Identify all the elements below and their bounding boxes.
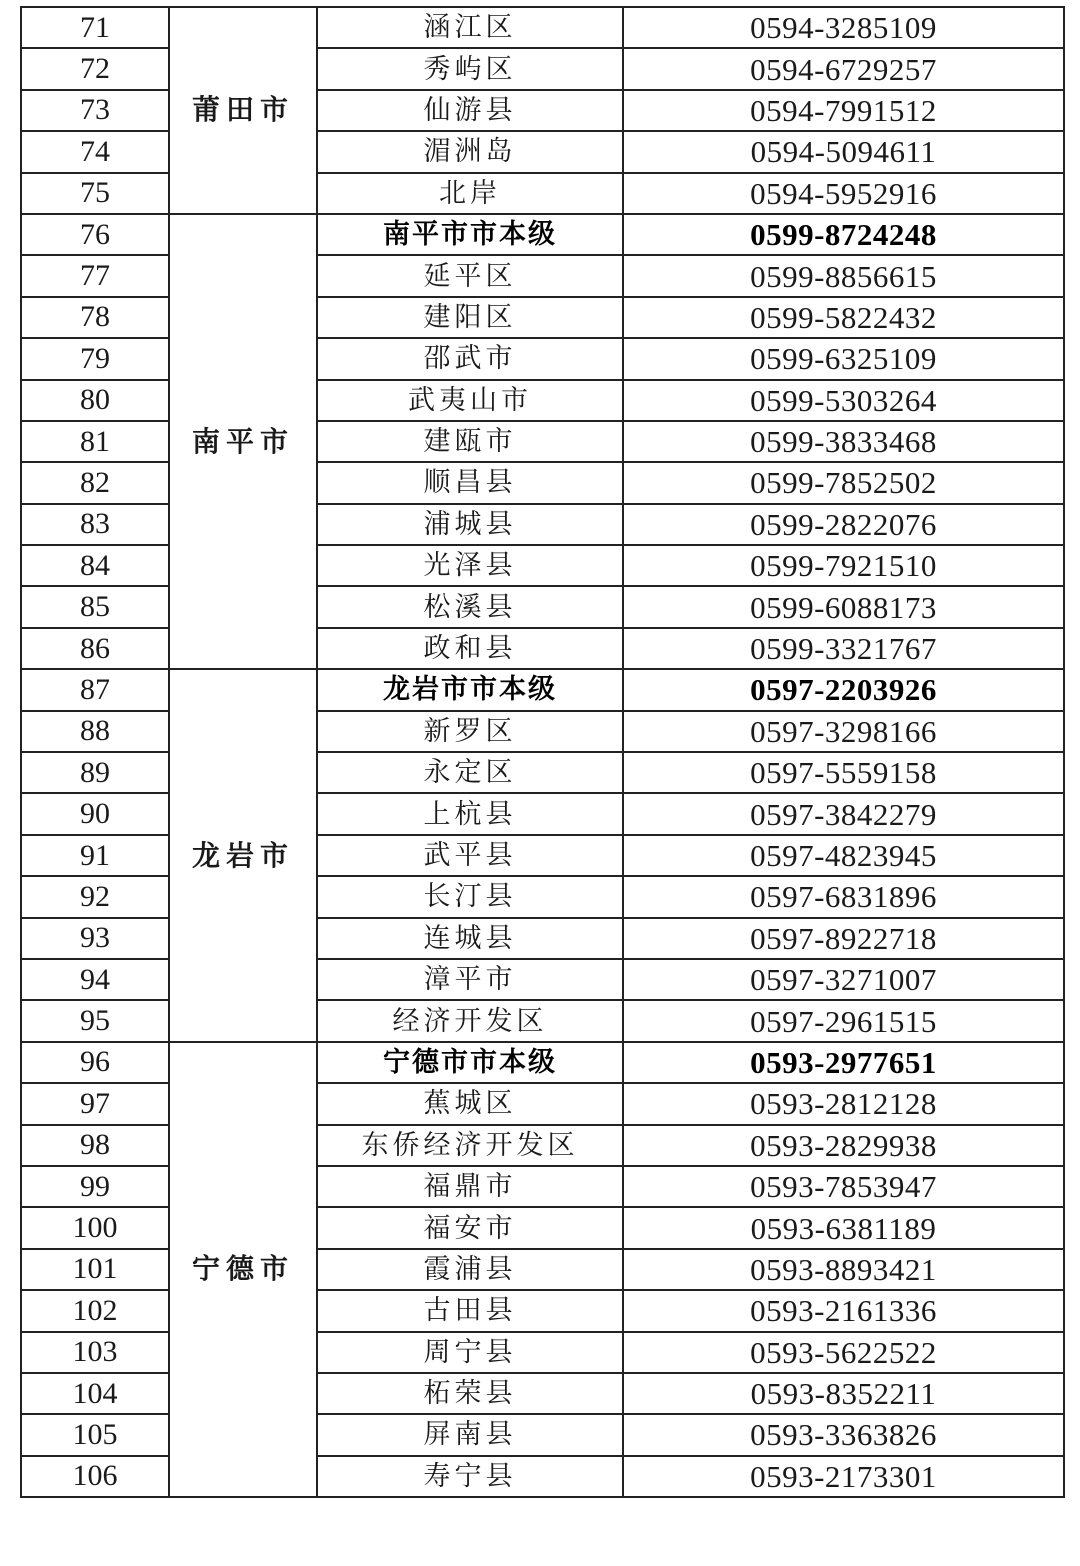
district-cell: 松溪县 [317, 586, 623, 627]
row-number-cell: 87 [21, 669, 169, 710]
district-cell: 上杭县 [317, 793, 623, 834]
phone-cell: 0593-7853947 [623, 1166, 1064, 1207]
phone-cell: 0593-2173301 [623, 1456, 1064, 1497]
phone-cell: 0599-3321767 [623, 628, 1064, 669]
district-cell: 建瓯市 [317, 421, 623, 462]
district-cell: 周宁县 [317, 1332, 623, 1373]
phone-cell: 0594-5952916 [623, 173, 1064, 214]
row-number-cell: 80 [21, 380, 169, 421]
district-cell: 经济开发区 [317, 1000, 623, 1041]
row-number-cell: 82 [21, 462, 169, 503]
row-number-cell: 84 [21, 545, 169, 586]
row-number-cell: 76 [21, 214, 169, 255]
row-number-cell: 98 [21, 1125, 169, 1166]
district-cell: 霞浦县 [317, 1249, 623, 1290]
row-number-cell: 71 [21, 7, 169, 48]
city-cell: 龙岩市 [169, 669, 317, 1042]
district-cell: 永定区 [317, 752, 623, 793]
phone-cell: 0599-7921510 [623, 545, 1064, 586]
table-row [21, 7, 1064, 48]
phone-cell: 0593-8352211 [623, 1373, 1064, 1414]
row-number-cell: 100 [21, 1207, 169, 1248]
row-number-cell: 99 [21, 1166, 169, 1207]
district-cell: 武夷山市 [317, 380, 623, 421]
phone-cell: 0593-6381189 [623, 1207, 1064, 1248]
row-number-cell: 95 [21, 1000, 169, 1041]
phone-cell: 0597-8922718 [623, 918, 1064, 959]
row-number-cell: 81 [21, 421, 169, 462]
district-cell: 邵武市 [317, 338, 623, 379]
row-number-cell: 88 [21, 711, 169, 752]
phone-cell: 0599-2822076 [623, 504, 1064, 545]
phone-cell: 0593-2977651 [623, 1042, 1064, 1083]
contact-table [20, 6, 1065, 1498]
row-number-cell: 79 [21, 338, 169, 379]
district-cell: 延平区 [317, 255, 623, 296]
row-number-cell: 102 [21, 1290, 169, 1331]
row-number-cell: 77 [21, 255, 169, 296]
phone-cell: 0593-5622522 [623, 1332, 1064, 1373]
district-cell: 柘荣县 [317, 1373, 623, 1414]
phone-cell: 0593-3363826 [623, 1414, 1064, 1455]
district-cell: 浦城县 [317, 504, 623, 545]
city-cell: 莆田市 [169, 7, 317, 214]
phone-cell: 0597-3298166 [623, 711, 1064, 752]
phone-cell: 0594-5094611 [623, 131, 1064, 172]
district-cell: 蕉城区 [317, 1083, 623, 1124]
row-number-cell: 106 [21, 1456, 169, 1497]
row-number-cell: 104 [21, 1373, 169, 1414]
district-cell: 寿宁县 [317, 1456, 623, 1497]
phone-cell: 0599-3833468 [623, 421, 1064, 462]
contact-table-container [20, 6, 1063, 1498]
phone-cell: 0597-2203926 [623, 669, 1064, 710]
row-number-cell: 74 [21, 131, 169, 172]
district-cell: 湄洲岛 [317, 131, 623, 172]
district-cell: 北岸 [317, 173, 623, 214]
row-number-cell: 83 [21, 504, 169, 545]
district-cell: 仙游县 [317, 90, 623, 131]
row-number-cell: 105 [21, 1414, 169, 1455]
phone-cell: 0594-3285109 [623, 7, 1064, 48]
row-number-cell: 90 [21, 793, 169, 834]
district-cell: 福安市 [317, 1207, 623, 1248]
table-row [21, 214, 1064, 255]
district-cell: 古田县 [317, 1290, 623, 1331]
row-number-cell: 94 [21, 959, 169, 1000]
district-cell: 秀屿区 [317, 48, 623, 89]
phone-cell: 0599-8724248 [623, 214, 1064, 255]
district-cell: 涵江区 [317, 7, 623, 48]
phone-cell: 0597-6831896 [623, 876, 1064, 917]
contact-table-body [21, 7, 1064, 1497]
row-number-cell: 97 [21, 1083, 169, 1124]
phone-cell: 0593-2161336 [623, 1290, 1064, 1331]
district-cell: 长汀县 [317, 876, 623, 917]
district-cell: 屏南县 [317, 1414, 623, 1455]
phone-cell: 0599-6088173 [623, 586, 1064, 627]
district-cell: 武平县 [317, 835, 623, 876]
phone-cell: 0599-7852502 [623, 462, 1064, 503]
city-cell: 南平市 [169, 214, 317, 669]
district-cell: 新罗区 [317, 711, 623, 752]
phone-cell: 0597-4823945 [623, 835, 1064, 876]
row-number-cell: 92 [21, 876, 169, 917]
phone-cell: 0597-3842279 [623, 793, 1064, 834]
phone-cell: 0594-6729257 [623, 48, 1064, 89]
phone-cell: 0599-8856615 [623, 255, 1064, 296]
district-cell: 顺昌县 [317, 462, 623, 503]
row-number-cell: 101 [21, 1249, 169, 1290]
phone-cell: 0597-5559158 [623, 752, 1064, 793]
table-row [21, 1042, 1064, 1083]
district-cell: 连城县 [317, 918, 623, 959]
row-number-cell: 86 [21, 628, 169, 669]
phone-cell: 0597-2961515 [623, 1000, 1064, 1041]
row-number-cell: 103 [21, 1332, 169, 1373]
district-cell: 政和县 [317, 628, 623, 669]
row-number-cell: 89 [21, 752, 169, 793]
row-number-cell: 78 [21, 297, 169, 338]
phone-cell: 0593-2812128 [623, 1083, 1064, 1124]
table-row [21, 669, 1064, 710]
phone-cell: 0593-2829938 [623, 1125, 1064, 1166]
district-cell: 东侨经济开发区 [317, 1125, 623, 1166]
row-number-cell: 93 [21, 918, 169, 959]
row-number-cell: 73 [21, 90, 169, 131]
row-number-cell: 72 [21, 48, 169, 89]
district-cell: 建阳区 [317, 297, 623, 338]
row-number-cell: 85 [21, 586, 169, 627]
phone-cell: 0599-6325109 [623, 338, 1064, 379]
phone-cell: 0599-5822432 [623, 297, 1064, 338]
district-cell: 福鼎市 [317, 1166, 623, 1207]
district-cell: 漳平市 [317, 959, 623, 1000]
row-number-cell: 75 [21, 173, 169, 214]
phone-cell: 0593-8893421 [623, 1249, 1064, 1290]
phone-cell: 0594-7991512 [623, 90, 1064, 131]
district-cell: 南平市市本级 [317, 214, 623, 255]
district-cell: 龙岩市市本级 [317, 669, 623, 710]
phone-cell: 0599-5303264 [623, 380, 1064, 421]
row-number-cell: 91 [21, 835, 169, 876]
city-cell: 宁德市 [169, 1042, 317, 1497]
district-cell: 光泽县 [317, 545, 623, 586]
row-number-cell: 96 [21, 1042, 169, 1083]
district-cell: 宁德市市本级 [317, 1042, 623, 1083]
phone-cell: 0597-3271007 [623, 959, 1064, 1000]
